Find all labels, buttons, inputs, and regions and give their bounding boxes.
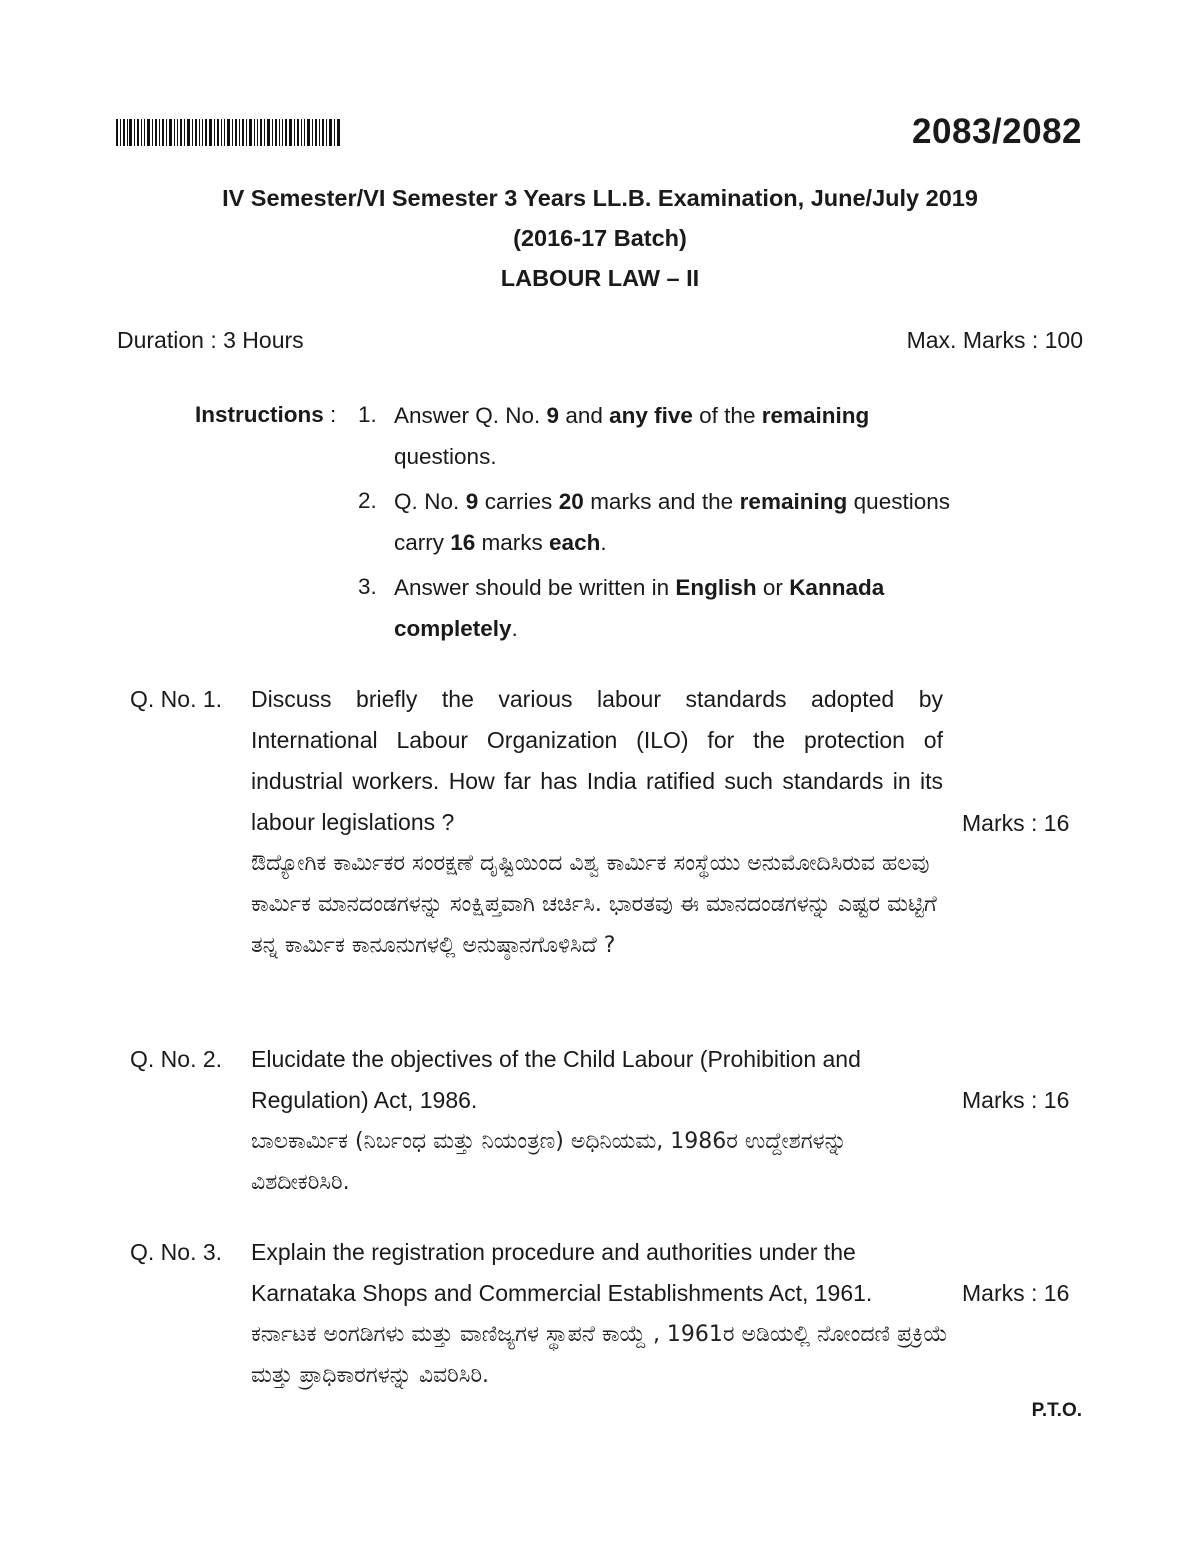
question-text-kannada: ಔದ್ಯೋಗಿಕ ಕಾರ್ಮಿಕರ ಸಂರಕ್ಷಣೆ ದೃಷ್ಟಿಯಿಂದ ವಿಶ್ವ ಕಾರ್ಮಿಕ ಸಂಸ್ಥೆಯು ಅನುಮೋದಿಸಿರುವ ಹಲವು ಕಾರ್ಮಿಕ ಮಾನದಂಡಗಳನ್ನು ಸಂಕ್ಷಿಪ್ತವಾಗಿ ಚರ್ಚಿಸಿ. ಭಾರತವು ಈ ಮಾನದಂಡಗಳನ್ನು ಎಷ್ಟರ ಮಟ್ಟಿಗೆ ತನ್ನ ಕಾರ್ಮಿಕ ಕಾನೂನುಗಳಲ್ಲಿ ಅನುಷ್ಠಾನಗೊಳಿಸಿದೆ ?: [251, 851, 937, 958]
exam-title: IV Semester/VI Semester 3 Years LL.B. Examination, June/July 2019: [222, 185, 978, 211]
question-number: Q. No. 1.: [130, 686, 223, 712]
question-marks: Marks : 16: [962, 810, 1070, 836]
page-turn-note: P.T.O.: [1031, 1400, 1082, 1421]
paper-code: 2083/2082: [912, 112, 1082, 151]
question-number: Q. No. 3.: [130, 1239, 223, 1265]
instructions-label: Instructions :: [195, 402, 337, 427]
instruction-number: 1.: [358, 402, 377, 427]
question-number: Q. No. 2.: [130, 1046, 223, 1072]
barcode: [116, 119, 340, 146]
question-text-kannada: ಬಾಲಕಾರ್ಮಿಕ (ನಿರ್ಬಂಧ ಮತ್ತು ನಿಯಂತ್ರಣ) ಅಧಿನಿಯಮ, 1986ರ ಉದ್ದೇಶಗಳನ್ನು ವಿಶದೀಕರಿಸಿರಿ.: [251, 1129, 847, 1195]
batch-line: (2016-17 Batch): [513, 225, 687, 251]
question-marks: Marks : 16: [962, 1280, 1070, 1306]
instruction-item: Q. No. 9 carries 20 marks and the remaining questions carry 16 marks each.: [394, 489, 950, 555]
instruction-number: 3.: [358, 574, 377, 599]
max-marks: Max. Marks : 100: [906, 327, 1083, 353]
instruction-item: Answer Q. No. 9 and any five of the remaining questions.: [394, 403, 870, 469]
question-text: Discuss briefly the various labour standards adopted by International Labour Organization (ILO) for the protection of industrial workers. How far has India ratified such standards in its labour legislations ?: [251, 686, 943, 835]
question-marks: Marks : 16: [962, 1087, 1070, 1113]
question-text: Explain the registration procedure and authorities under the Karnataka Shops and Commercial Establishments Act, 1961.: [251, 1239, 873, 1306]
instruction-item: Answer should be written in English or Kannada completely.: [394, 575, 885, 641]
subject-title: LABOUR LAW – II: [500, 265, 700, 291]
duration: Duration : 3 Hours: [117, 327, 304, 353]
question-text-kannada: ಕರ್ನಾಟಕ ಅಂಗಡಿಗಳು ಮತ್ತು ವಾಣಿಜ್ಯಗಳ ಸ್ಥಾಪನೆ ಕಾಯ್ದೆ , 1961ರ ಅಡಿಯಲ್ಲಿ ನೋಂದಣಿ ಪ್ರಕ್ರಿಯೆ ಮತ್ತು ಪ್ರಾಧಿಕಾರಗಳನ್ನು ವಿವರಿಸಿರಿ.: [251, 1322, 948, 1388]
question-text: Elucidate the objectives of the Child Labour (Prohibition and Regulation) Act, 1986.: [251, 1046, 861, 1113]
instruction-number: 2.: [358, 488, 377, 513]
